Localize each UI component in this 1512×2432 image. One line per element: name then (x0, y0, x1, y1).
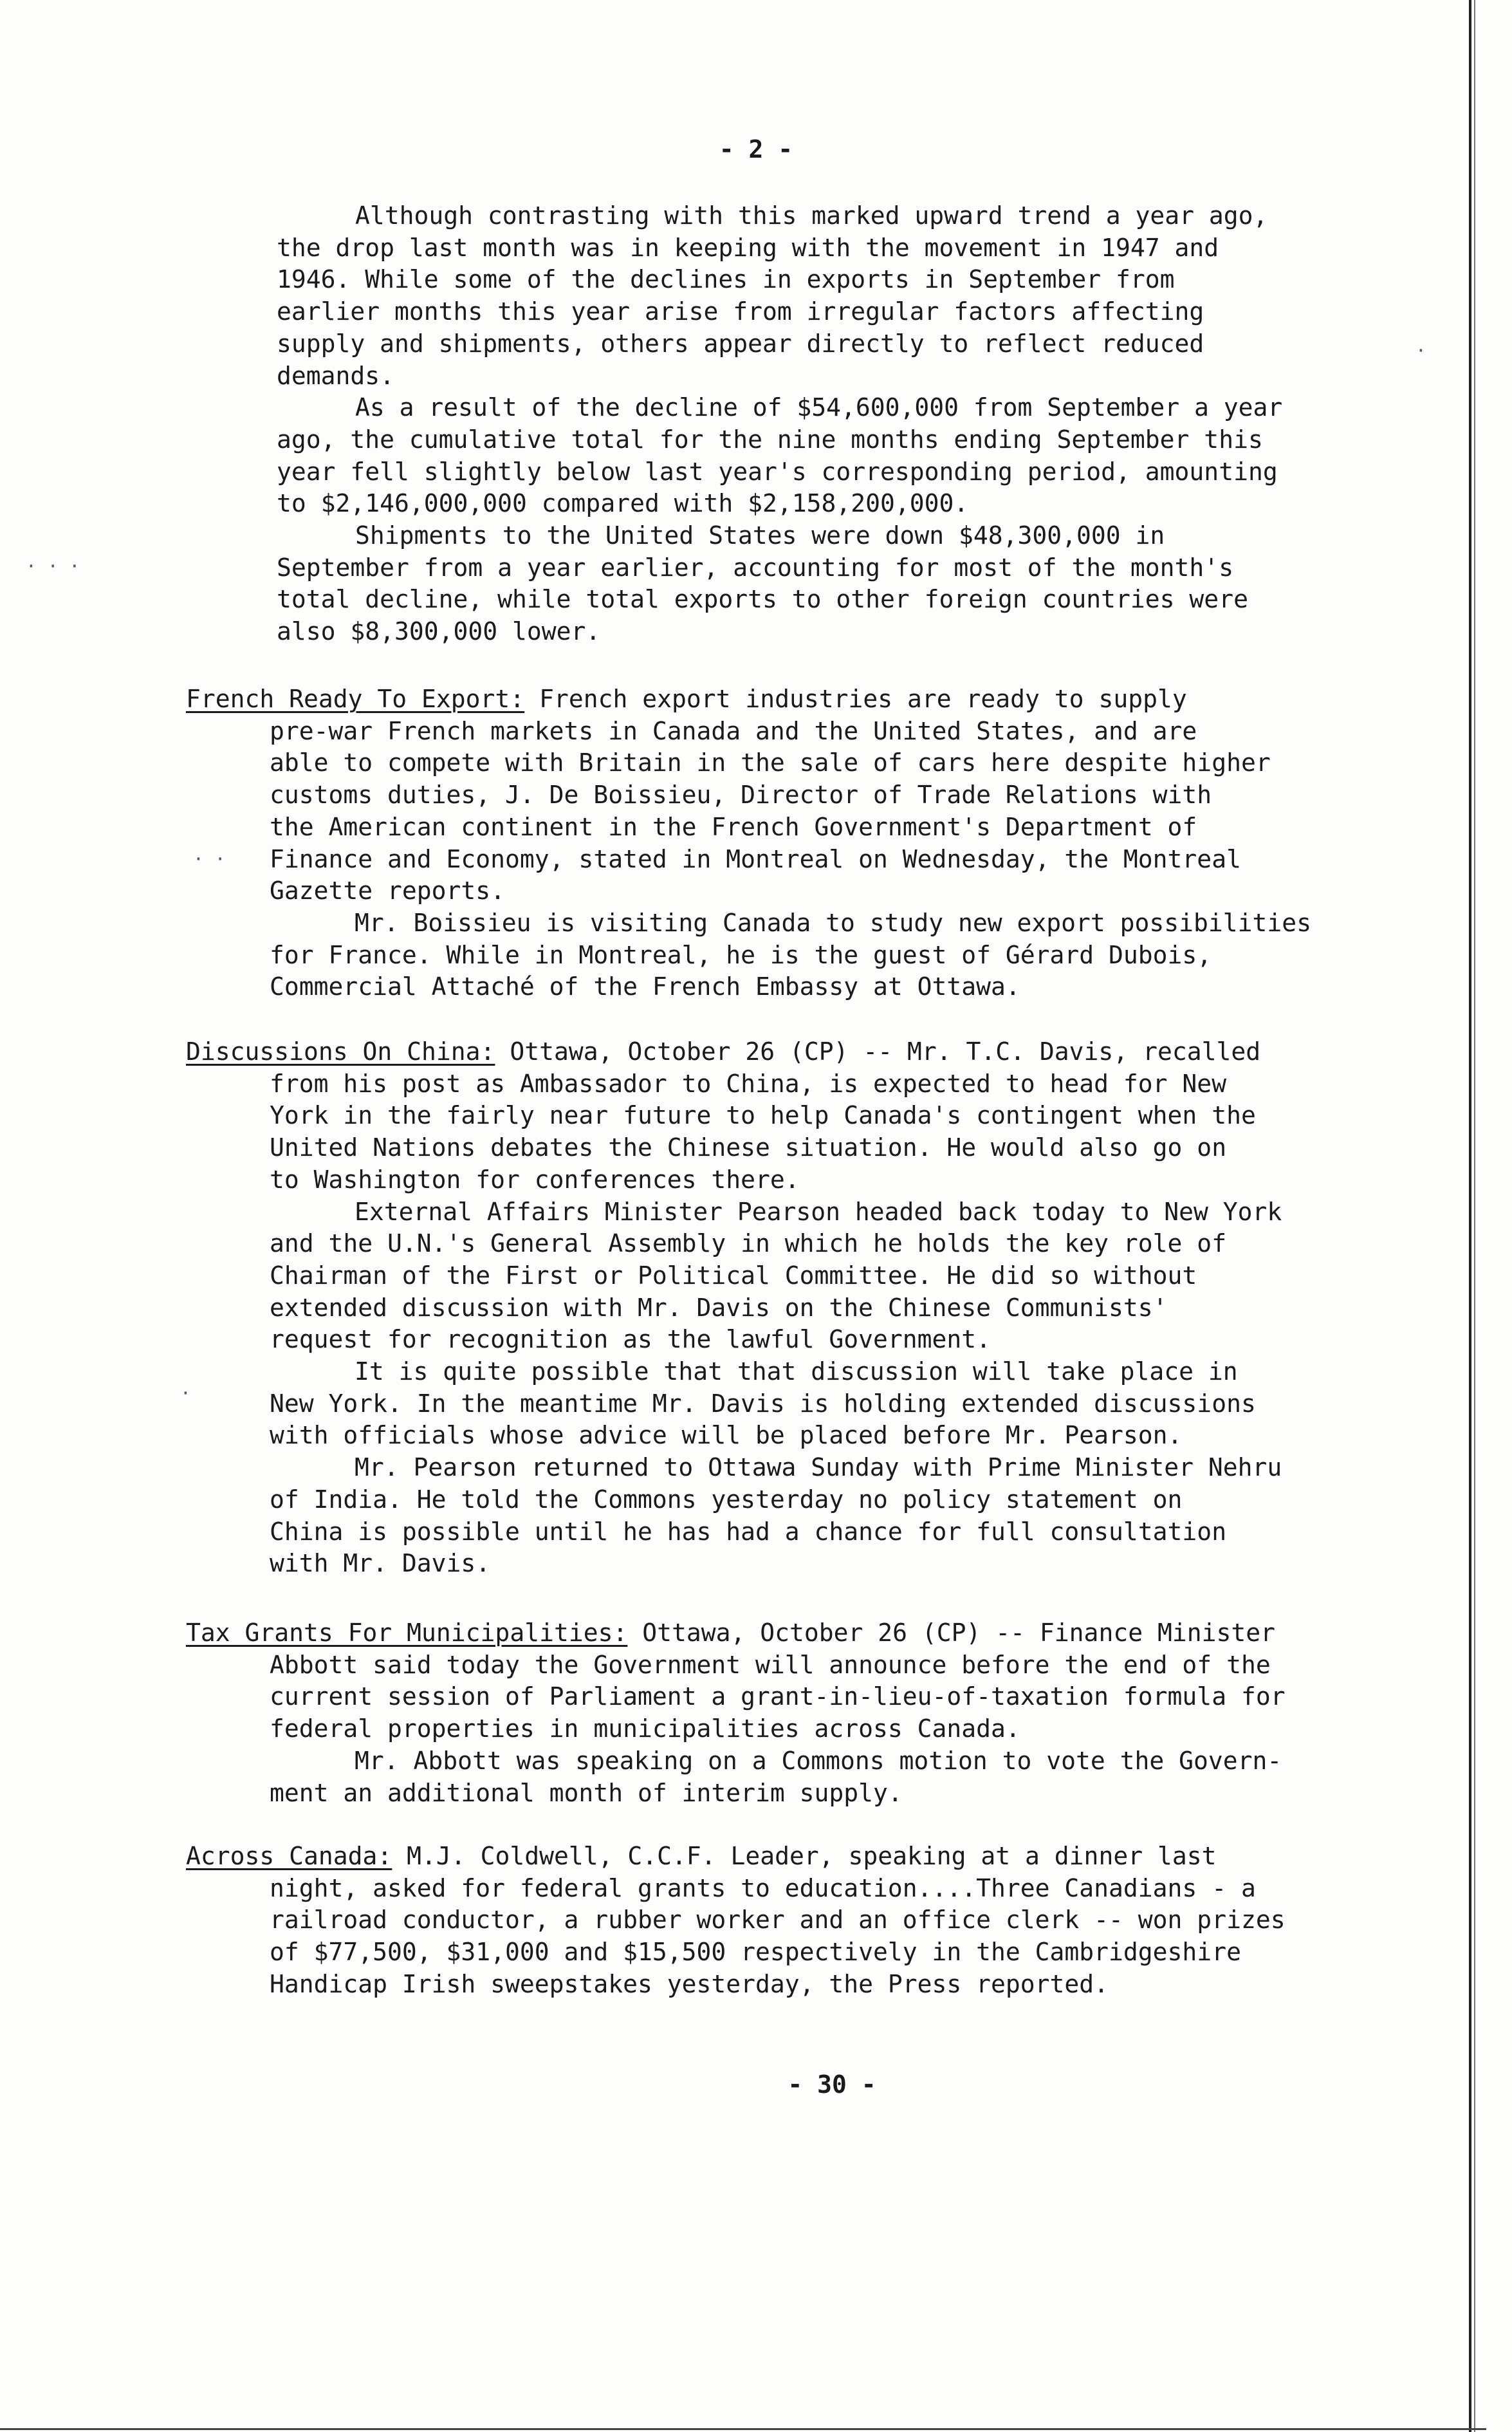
page-edge-line-inner (1474, 0, 1475, 2432)
section-text-line: to Washington for conferences there. (270, 1165, 800, 1194)
scan-speck: · · (193, 848, 226, 869)
section-text-line: federal properties in municipalities across Canada. (270, 1714, 1020, 1743)
section-text-line: United Nations debates the Chinese situation. He would also go on (270, 1133, 1227, 1162)
section-text-line: pre-war French markets in Canada and the United States, and are (270, 716, 1197, 745)
section-text-line: Mr. Boissieu is visiting Canada to study new export possibilities (355, 908, 1312, 937)
section-across-canada (186, 1841, 1286, 2001)
intro-p2-line3: year fell slightly below last year's corresponding period, amounting (277, 457, 1278, 486)
intro-p2-line4: to $2,146,000,000 compared with $2,158,200,000. (277, 489, 969, 518)
intro-p1-line4: earlier months this year arise from irregular factors affecting (277, 297, 1204, 326)
section-text-line: New York. In the meantime Mr. Davis is holding extended discussions (270, 1389, 1256, 1418)
section-text-line: able to compete with Britain in the sale of cars here despite higher (270, 748, 1271, 777)
section-text-line: Ottawa, October 26 (CP) -- Finance Minister (627, 1619, 1275, 1647)
section-text-line: Commercial Attaché of the French Embassy at Ottawa. (270, 972, 1020, 1001)
section-text-line: railroad conductor, a rubber worker and an office clerk -- won prizes (270, 1906, 1286, 1935)
section-text-line: the American continent in the French Government's Department of (270, 812, 1197, 841)
section-text-line: for France. While in Montreal, he is the guest of Gérard Dubois, (270, 940, 1212, 969)
scan-speck: · (180, 1382, 191, 1404)
intro-p2-line2: ago, the cumulative total for the nine months ending September this (277, 425, 1263, 454)
intro-p1-line2: the drop last month was in keeping with the movement in 1947 and (277, 233, 1219, 262)
section-text-line: from his post as Ambassador to China, is expected to head for New (270, 1069, 1227, 1098)
intro-p3-line4: also $8,300,000 lower. (277, 617, 601, 646)
page-number-bottom: - 30 - (788, 2070, 876, 2099)
section-text-line: Chairman of the First or Political Committee. He did so without (270, 1261, 1197, 1290)
section-text-line: and the U.N.'s General Assembly in which he holds the key role of (270, 1229, 1227, 1258)
section-text-line: Gazette reports. (270, 877, 506, 905)
section-text-line: request for recognition as the lawful Government. (270, 1325, 991, 1354)
section-french-export (186, 683, 1311, 1003)
bottom-edge-rule (0, 2428, 1486, 2430)
section-text-line: York in the fairly near future to help Canada's contingent when the (270, 1101, 1256, 1130)
section-heading: Discussions On China: (186, 1037, 495, 1066)
section-text-line: Handicap Irish sweepstakes yesterday, the Press reported. (270, 1969, 1109, 1998)
section-heading: French Ready To Export: (186, 685, 525, 713)
section-tax-grants (186, 1617, 1286, 1809)
section-text-line: Ottawa, October 26 (CP) -- Mr. T.C. Davis, recalled (495, 1037, 1261, 1066)
intro-p3-line1: Shipments to the United States were down $48,300,000 in (355, 521, 1165, 550)
section-text-line: with officials whose advice will be placed before Mr. Pearson. (270, 1421, 1183, 1450)
page-edge-line (1469, 0, 1471, 2432)
scan-speck: · · · (26, 555, 80, 577)
intro-p1-line6: demands. (277, 361, 395, 390)
intro-p3-line2: September from a year earlier, accounting for most of the month's (277, 553, 1234, 582)
section-text-line: It is quite possible that that discussion will take place in (355, 1357, 1238, 1386)
intro-p2-line1: As a result of the decline of $54,600,000 from September a year (355, 393, 1283, 422)
section-text-line: of $77,500, $31,000 and $15,500 respectively in the Cambridgeshire (270, 1938, 1241, 1967)
section-text-line: Mr. Pearson returned to Ottawa Sunday with Prime Minister Nehru (355, 1453, 1282, 1482)
section-text-line: M.J. Coldwell, C.C.F. Leader, speaking at a dinner last (392, 1842, 1217, 1870)
section-text-line: China is possible until he has had a chance for full consultation (270, 1517, 1227, 1546)
section-heading: Across Canada: (186, 1842, 392, 1870)
section-text-line: extended discussion with Mr. Davis on the Chinese Communists' (270, 1293, 1168, 1322)
section-text-line: French export industries are ready to supply (524, 685, 1187, 713)
intro-p3-line3: total decline, while total exports to other foreign countries were (277, 585, 1248, 614)
section-text-line: ment an additional month of interim supply. (270, 1778, 903, 1807)
section-text-line: Abbott said today the Government will announce before the end of the (270, 1650, 1271, 1679)
section-text-line: night, asked for federal grants to education....Three Canadians - a (270, 1873, 1256, 1902)
intro-block (277, 200, 1282, 648)
section-discussions-china (186, 1036, 1282, 1580)
section-heading: Tax Grants For Municipalities: (186, 1619, 628, 1647)
intro-p1-line1: Although contrasting with this marked upward trend a year ago, (355, 201, 1268, 230)
section-text-line: current session of Parliament a grant-in-lieu-of-taxation formula for (270, 1682, 1286, 1711)
intro-p1-line5: supply and shipments, others appear directly to reflect reduced (277, 329, 1204, 358)
scan-speck: · (1415, 340, 1426, 361)
section-text-line: customs duties, J. De Boissieu, Director of Trade Relations with (270, 781, 1212, 810)
intro-p1-line3: 1946. While some of the declines in exports in September from (277, 265, 1175, 294)
section-text-line: Finance and Economy, stated in Montreal on Wednesday, the Montreal (270, 844, 1241, 873)
page-number-top: - 2 - (719, 135, 793, 163)
section-text-line: with Mr. Davis. (270, 1549, 491, 1578)
section-text-line: Mr. Abbott was speaking on a Commons motion to vote the Govern- (355, 1746, 1282, 1775)
section-text-line: of India. He told the Commons yesterday no policy statement on (270, 1485, 1183, 1514)
section-text-line: External Affairs Minister Pearson headed back today to New York (355, 1197, 1282, 1226)
